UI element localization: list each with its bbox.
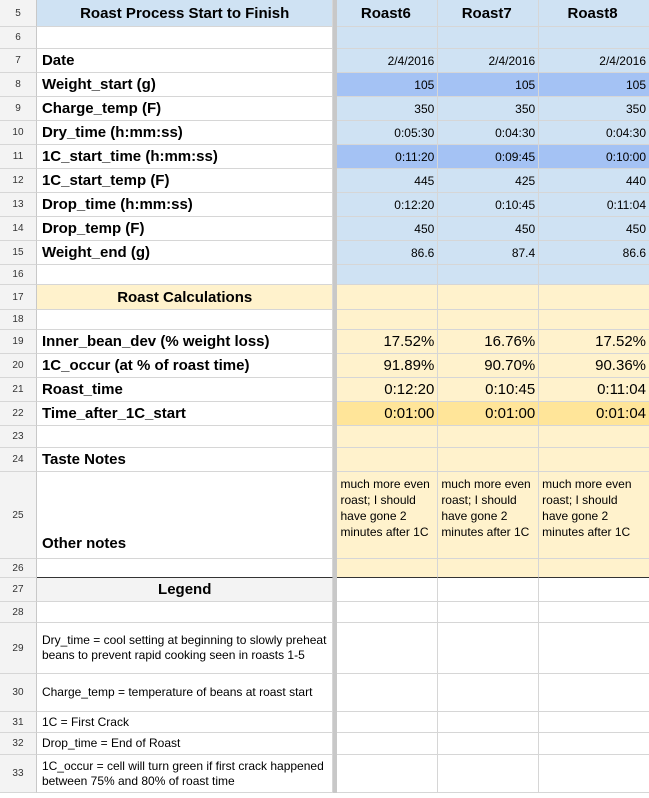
- value-cell[interactable]: 87.4: [438, 241, 539, 265]
- row-17: [0, 285, 649, 310]
- empty-cell[interactable]: [337, 755, 438, 793]
- empty-cell[interactable]: [438, 733, 539, 755]
- value-cell[interactable]: 450: [438, 217, 539, 241]
- empty-cell[interactable]: [438, 559, 539, 578]
- empty-cell[interactable]: [539, 578, 649, 602]
- row-number[interactable]: 8: [0, 73, 37, 97]
- row-23: [0, 426, 649, 448]
- calc-label[interactable]: Time_after_1C_start: [37, 402, 334, 426]
- value-cell[interactable]: 0:12:20: [337, 193, 438, 217]
- value-cell[interactable]: 2/4/2016: [438, 49, 539, 73]
- empty-cell[interactable]: [337, 426, 438, 448]
- row-number[interactable]: 15: [0, 241, 37, 265]
- empty-cell[interactable]: [438, 578, 539, 602]
- row-6: [0, 27, 649, 49]
- data-row: [0, 193, 649, 217]
- empty-cell[interactable]: [37, 426, 334, 448]
- value-cell[interactable]: 0:05:30: [337, 121, 438, 145]
- data-row: [0, 169, 649, 193]
- empty-cell[interactable]: [438, 755, 539, 793]
- row-number[interactable]: 21: [0, 378, 37, 402]
- calc-value[interactable]: 0:12:20: [337, 378, 438, 402]
- value-cell[interactable]: 440: [539, 169, 649, 193]
- data-row: [0, 217, 649, 241]
- empty-cell[interactable]: [438, 285, 539, 310]
- row-number[interactable]: 32: [0, 733, 37, 755]
- row-28: [0, 602, 649, 623]
- calc-row: [0, 354, 649, 378]
- empty-cell[interactable]: [539, 27, 649, 49]
- row-26: [0, 559, 649, 578]
- data-row: [0, 73, 649, 97]
- field-label[interactable]: Date: [37, 49, 334, 73]
- row-18: [0, 310, 649, 330]
- row-number[interactable]: 11: [0, 145, 37, 169]
- row-number[interactable]: 6: [0, 27, 37, 49]
- calc-label[interactable]: Inner_bean_dev (% weight loss): [37, 330, 334, 354]
- empty-cell[interactable]: [337, 265, 438, 285]
- other-notes-label[interactable]: Other notes: [37, 472, 334, 559]
- empty-cell[interactable]: [438, 426, 539, 448]
- legend-row: [0, 755, 649, 793]
- empty-cell[interactable]: [337, 310, 438, 330]
- column-header-roast8[interactable]: Roast8: [539, 0, 649, 27]
- row-number[interactable]: 10: [0, 121, 37, 145]
- column-header-roast6[interactable]: Roast6: [337, 0, 438, 27]
- field-label[interactable]: Dry_time (h:mm:ss): [37, 121, 334, 145]
- empty-cell[interactable]: [539, 602, 649, 623]
- calc-label[interactable]: Roast_time: [37, 378, 334, 402]
- empty-cell[interactable]: [337, 623, 438, 674]
- calc-value[interactable]: 0:11:04: [539, 378, 649, 402]
- row-number[interactable]: 28: [0, 602, 37, 623]
- empty-cell[interactable]: [539, 674, 649, 712]
- empty-cell[interactable]: [37, 559, 334, 578]
- empty-cell[interactable]: [539, 426, 649, 448]
- value-cell[interactable]: 2/4/2016: [337, 49, 438, 73]
- empty-cell[interactable]: [337, 285, 438, 310]
- legend-header[interactable]: Legend: [37, 578, 334, 602]
- value-cell[interactable]: 450: [337, 217, 438, 241]
- empty-cell[interactable]: [539, 623, 649, 674]
- row-number[interactable]: 23: [0, 426, 37, 448]
- value-cell[interactable]: 425: [438, 169, 539, 193]
- row-number[interactable]: 19: [0, 330, 37, 354]
- value-cell[interactable]: 350: [438, 97, 539, 121]
- row-number[interactable]: 33: [0, 755, 37, 793]
- calc-value[interactable]: 0:01:00: [438, 402, 539, 426]
- empty-cell[interactable]: [337, 712, 438, 733]
- row-number[interactable]: 9: [0, 97, 37, 121]
- column-header-roast7[interactable]: Roast7: [438, 0, 539, 27]
- value-cell[interactable]: 2/4/2016: [539, 49, 649, 73]
- value-cell[interactable]: 350: [539, 97, 649, 121]
- calc-label[interactable]: 1C_occur (at % of roast time): [37, 354, 334, 378]
- calc-row: [0, 402, 649, 426]
- legend-row: [0, 712, 649, 733]
- calc-value[interactable]: 0:01:00: [337, 402, 438, 426]
- row-number[interactable]: 29: [0, 623, 37, 674]
- calc-value[interactable]: 16.76%: [438, 330, 539, 354]
- other-notes-roast6[interactable]: much more even roast; I should have gone 2 minutes after 1C: [337, 472, 438, 559]
- calc-value[interactable]: 17.52%: [337, 330, 438, 354]
- empty-cell[interactable]: [438, 623, 539, 674]
- value-cell[interactable]: 86.6: [337, 241, 438, 265]
- value-cell[interactable]: 0:09:45: [438, 145, 539, 169]
- value-cell[interactable]: 0:10:00: [539, 145, 649, 169]
- empty-cell[interactable]: [337, 733, 438, 755]
- empty-cell[interactable]: [539, 733, 649, 755]
- field-label[interactable]: Weight_end (g): [37, 241, 334, 265]
- value-cell[interactable]: 105: [539, 73, 649, 97]
- empty-cell[interactable]: [539, 310, 649, 330]
- value-cell[interactable]: 350: [337, 97, 438, 121]
- calc-value[interactable]: 17.52%: [539, 330, 649, 354]
- empty-cell[interactable]: [438, 602, 539, 623]
- empty-cell[interactable]: [539, 712, 649, 733]
- empty-cell[interactable]: [539, 265, 649, 285]
- empty-cell[interactable]: [37, 602, 334, 623]
- data-row: [0, 145, 649, 169]
- value-cell[interactable]: 0:11:20: [337, 145, 438, 169]
- other-notes-roast7[interactable]: much more even roast; I should have gone 2 minutes after 1C: [438, 472, 539, 559]
- taste-notes-roast6[interactable]: [337, 448, 438, 472]
- legend-row: [0, 733, 649, 755]
- value-cell[interactable]: 0:04:30: [539, 121, 649, 145]
- empty-cell[interactable]: [337, 602, 438, 623]
- legend-text[interactable]: 1C_occur = cell will turn green if first crack happened between 75% and 80% of roast time: [37, 755, 334, 793]
- data-row: [0, 121, 649, 145]
- field-label[interactable]: Charge_temp (F): [37, 97, 334, 121]
- field-label[interactable]: 1C_start_time (h:mm:ss): [37, 145, 334, 169]
- empty-cell[interactable]: [37, 265, 334, 285]
- empty-cell[interactable]: [337, 559, 438, 578]
- empty-cell[interactable]: [438, 265, 539, 285]
- empty-cell[interactable]: [539, 755, 649, 793]
- calc-value[interactable]: 90.70%: [438, 354, 539, 378]
- value-cell[interactable]: 0:10:45: [438, 193, 539, 217]
- calc-row: [0, 330, 649, 354]
- row-number[interactable]: 14: [0, 217, 37, 241]
- row-number[interactable]: 31: [0, 712, 37, 733]
- calc-value[interactable]: 0:10:45: [438, 378, 539, 402]
- calc-value[interactable]: 0:01:04: [539, 402, 649, 426]
- empty-cell[interactable]: [438, 674, 539, 712]
- row-number[interactable]: 12: [0, 169, 37, 193]
- row-5: [0, 0, 649, 27]
- taste-notes-roast8[interactable]: [539, 448, 649, 472]
- row-number[interactable]: 17: [0, 285, 37, 310]
- other-notes-roast8[interactable]: much more even roast; I should have gone 2 minutes after 1C: [539, 472, 649, 559]
- field-label[interactable]: Drop_temp (F): [37, 217, 334, 241]
- value-cell[interactable]: 86.6: [539, 241, 649, 265]
- row-number[interactable]: 20: [0, 354, 37, 378]
- field-label[interactable]: 1C_start_temp (F): [37, 169, 334, 193]
- value-cell[interactable]: 445: [337, 169, 438, 193]
- empty-cell[interactable]: [438, 712, 539, 733]
- value-cell[interactable]: 0:11:04: [539, 193, 649, 217]
- taste-notes-roast7[interactable]: [438, 448, 539, 472]
- row-number[interactable]: 18: [0, 310, 37, 330]
- row-number[interactable]: 22: [0, 402, 37, 426]
- row-number[interactable]: 27: [0, 578, 37, 602]
- sheet-title[interactable]: Roast Process Start to Finish: [37, 0, 334, 27]
- empty-cell[interactable]: [37, 27, 334, 49]
- row-number[interactable]: 25: [0, 472, 37, 559]
- empty-cell[interactable]: [337, 674, 438, 712]
- row-number[interactable]: 30: [0, 674, 37, 712]
- row-number[interactable]: 16: [0, 265, 37, 285]
- value-cell[interactable]: 105: [438, 73, 539, 97]
- legend-text[interactable]: Dry_time = cool setting at beginning to slowly preheat beans to prevent rapid cooking seen in roasts 1-5: [37, 623, 334, 674]
- row-number[interactable]: 24: [0, 448, 37, 472]
- legend-row: [0, 674, 649, 712]
- row-27: [0, 578, 649, 602]
- calc-row: [0, 378, 649, 402]
- data-row: [0, 49, 649, 73]
- value-cell[interactable]: 0:04:30: [438, 121, 539, 145]
- empty-cell[interactable]: [438, 310, 539, 330]
- row-16: [0, 265, 649, 285]
- value-cell[interactable]: 105: [337, 73, 438, 97]
- value-cell[interactable]: 450: [539, 217, 649, 241]
- data-row: [0, 97, 649, 121]
- field-label[interactable]: Weight_start (g): [37, 73, 334, 97]
- row-number[interactable]: 13: [0, 193, 37, 217]
- legend-text[interactable]: Drop_time = End of Roast: [37, 733, 334, 755]
- data-row: [0, 241, 649, 265]
- empty-cell[interactable]: [37, 310, 334, 330]
- row-number[interactable]: 5: [0, 0, 37, 27]
- legend-row: [0, 623, 649, 674]
- row-number[interactable]: 7: [0, 49, 37, 73]
- calculations-header[interactable]: Roast Calculations: [37, 285, 334, 310]
- row-25: [0, 472, 649, 559]
- empty-cell[interactable]: [539, 559, 649, 578]
- empty-cell[interactable]: [438, 27, 539, 49]
- empty-cell[interactable]: [337, 578, 438, 602]
- taste-notes-label[interactable]: Taste Notes: [37, 448, 334, 472]
- row-24: [0, 448, 649, 472]
- row-number[interactable]: 26: [0, 559, 37, 578]
- calc-value[interactable]: 91.89%: [337, 354, 438, 378]
- empty-cell[interactable]: [539, 285, 649, 310]
- legend-text[interactable]: Charge_temp = temperature of beans at roast start: [37, 674, 334, 712]
- legend-text[interactable]: 1C = First Crack: [37, 712, 334, 733]
- empty-cell[interactable]: [337, 27, 438, 49]
- calc-value[interactable]: 90.36%: [539, 354, 649, 378]
- field-label[interactable]: Drop_time (h:mm:ss): [37, 193, 334, 217]
